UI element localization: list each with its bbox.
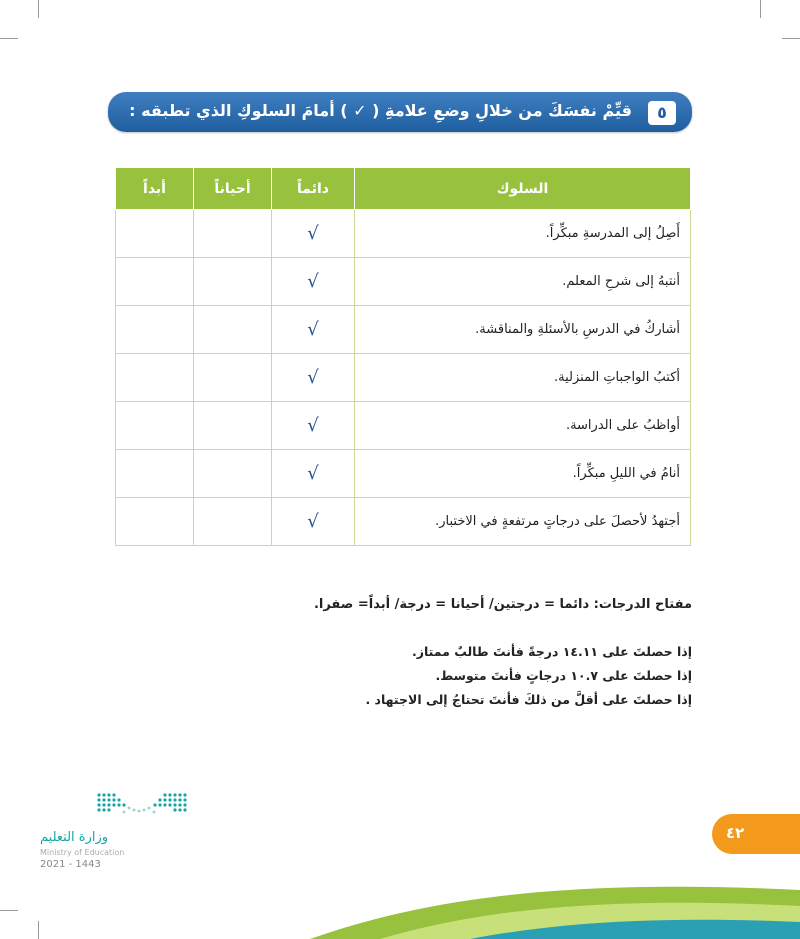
table-row — [116, 210, 691, 258]
crop-mark — [0, 38, 18, 39]
result-line: إذا حصلتَ على ١٠.٧ درجاتٍ فأنتَ متوسط. — [435, 668, 692, 683]
behavior-text: أشاركُ في الدرسِ بالأسئلةِ والمناقشة. — [355, 306, 691, 354]
result-line: إذا حصلتَ على أقلَّ من ذلكَ فأنتَ تحتاجُ إلى الاجتهاد . — [365, 692, 692, 707]
sometimes-cell[interactable] — [194, 402, 272, 450]
sometimes-cell[interactable] — [194, 306, 272, 354]
table-row — [116, 450, 691, 498]
never-cell[interactable] — [116, 354, 194, 402]
exercise-number-badge: ٥ — [648, 101, 676, 125]
header-behavior: السلوك — [355, 168, 691, 210]
result-line: إذا حصلتَ على ١٤.١١ درجةً فأنتَ طالبٌ ممتاز. — [412, 644, 692, 659]
table-row — [116, 354, 691, 402]
crop-mark — [760, 0, 761, 18]
behavior-text: أنامُ في الليلِ مبكِّراً. — [355, 450, 691, 498]
never-cell[interactable] — [116, 402, 194, 450]
scoring-key: مفتاح الدرجات: دائما = درجتين/ أحيانا = درجة/ أبداً= صفرا. — [313, 597, 692, 612]
always-checkmark[interactable]: √ — [272, 354, 355, 402]
table-header-row — [116, 168, 691, 210]
crop-mark — [782, 38, 800, 39]
sometimes-cell[interactable] — [194, 258, 272, 306]
sometimes-cell[interactable] — [194, 450, 272, 498]
sometimes-cell[interactable] — [194, 354, 272, 402]
always-checkmark[interactable]: √ — [272, 402, 355, 450]
ministry-name-ar: وزارة التعليم — [40, 830, 109, 845]
always-checkmark[interactable]: √ — [272, 306, 355, 354]
table-row — [116, 258, 691, 306]
ministry-name-en: Ministry of Education — [40, 848, 125, 857]
exercise-title-bar — [108, 92, 692, 132]
results-list — [100, 640, 692, 712]
table-row — [116, 498, 691, 546]
crop-mark — [38, 0, 39, 18]
behavior-text: أواظبُ على الدراسة. — [355, 402, 691, 450]
behavior-table — [115, 167, 691, 546]
page-number-tab — [712, 814, 800, 854]
always-checkmark[interactable]: √ — [272, 258, 355, 306]
exercise-instruction: قيِّمْ نفسَكَ من خلالِ وضعِ علامةِ ( ✓ ) أمامَ السلوكِ الذي تطبقه : — [129, 101, 632, 120]
never-cell[interactable] — [116, 258, 194, 306]
ministry-year: 2021 - 1443 — [40, 859, 101, 870]
always-checkmark[interactable]: √ — [272, 210, 355, 258]
sometimes-cell[interactable] — [194, 210, 272, 258]
table-row — [116, 402, 691, 450]
always-checkmark[interactable]: √ — [272, 498, 355, 546]
ministry-logo-dots — [95, 790, 190, 818]
behavior-text: أَصِلُ إلى المدرسةِ مبكِّراً. — [355, 210, 691, 258]
never-cell[interactable] — [116, 306, 194, 354]
never-cell[interactable] — [116, 210, 194, 258]
never-cell[interactable] — [116, 450, 194, 498]
header-sometimes: أحياناً — [194, 168, 272, 210]
decorative-swoosh — [0, 860, 800, 939]
table-row — [116, 306, 691, 354]
header-never: أبداً — [116, 168, 194, 210]
header-always: دائماً — [272, 168, 355, 210]
behavior-text: أنتبهُ إلى شرحِ المعلم. — [355, 258, 691, 306]
sometimes-cell[interactable] — [194, 498, 272, 546]
never-cell[interactable] — [116, 498, 194, 546]
behavior-text: أكتبُ الواجباتِ المنزلية. — [355, 354, 691, 402]
page-number: ٤٢ — [726, 824, 745, 842]
behavior-text: أجتهدُ لأحصلَ على درجاتٍ مرتفعةٍ في الاختبار. — [355, 498, 691, 546]
always-checkmark[interactable]: √ — [272, 450, 355, 498]
